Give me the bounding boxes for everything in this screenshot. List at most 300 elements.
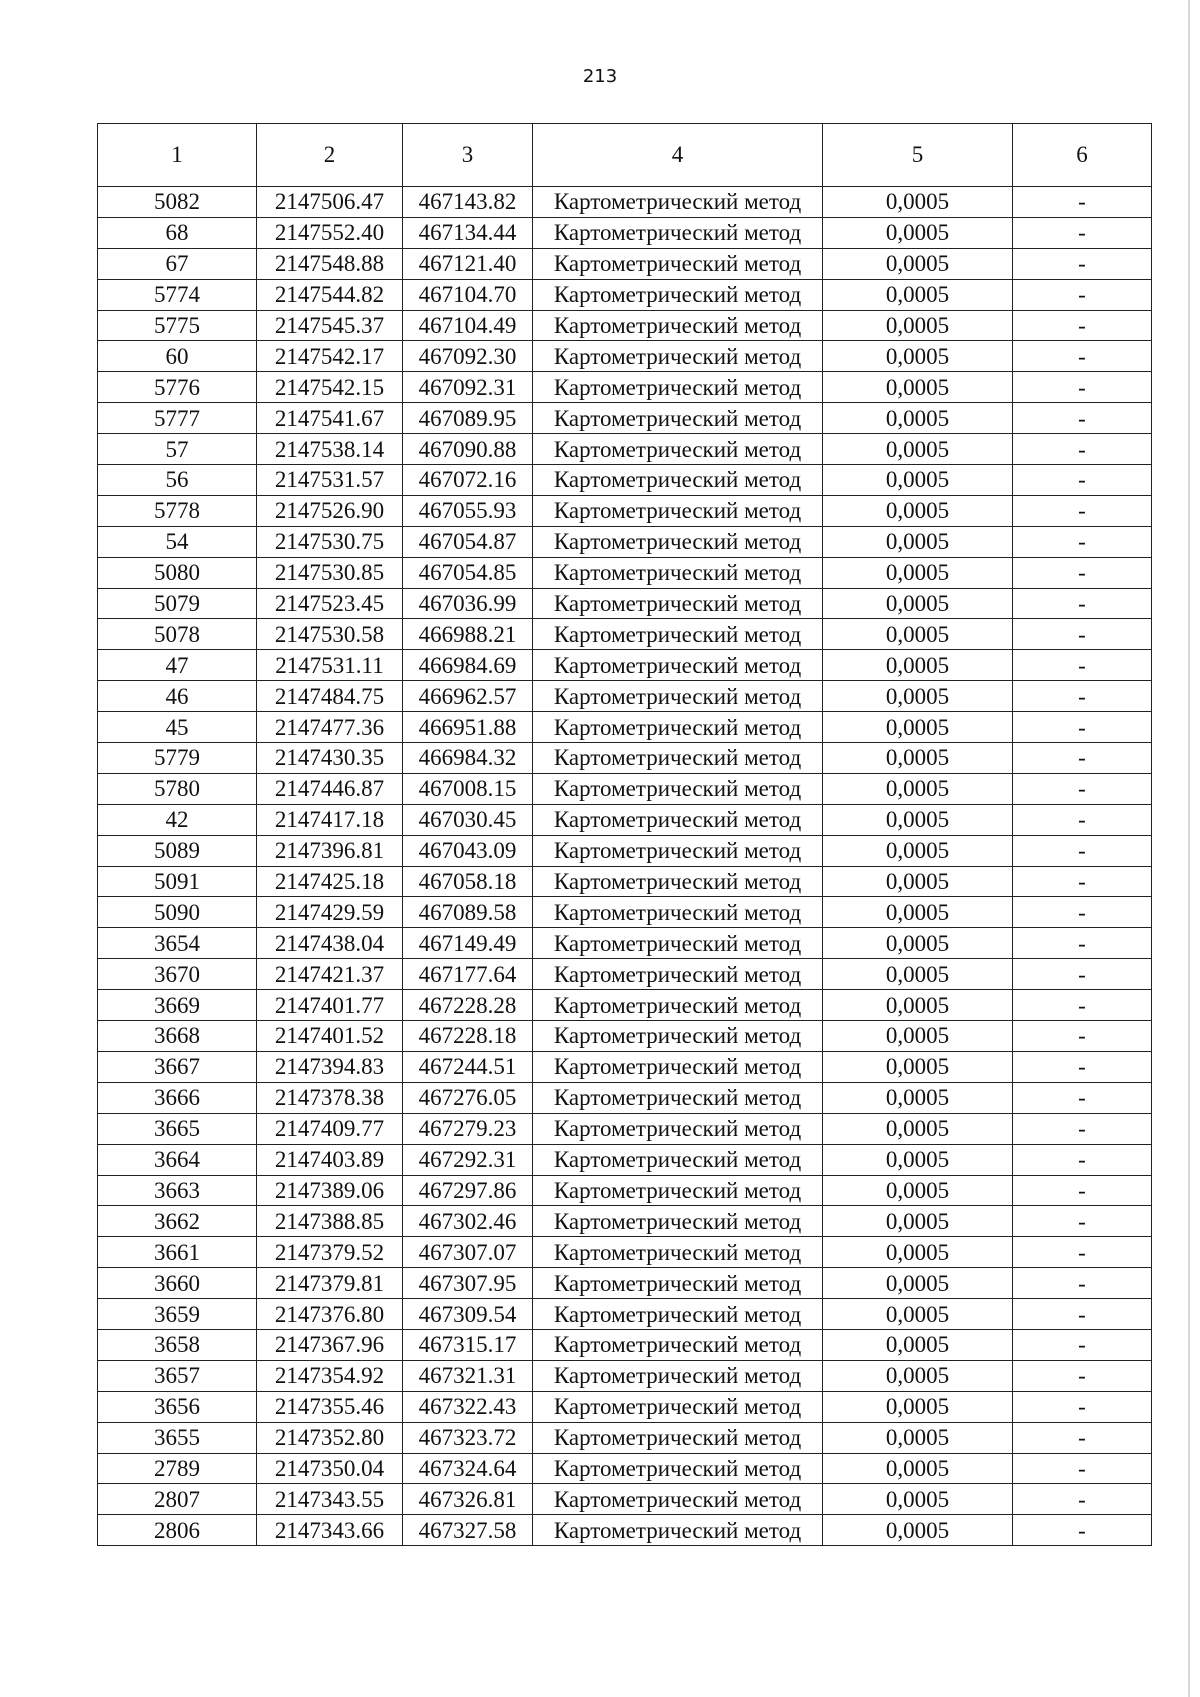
coordinate-x-cell: 2147350.04 — [257, 1453, 403, 1484]
table-row — [98, 1144, 1152, 1175]
note-cell: - — [1013, 1391, 1152, 1422]
coordinate-x-cell: 2147542.15 — [257, 372, 403, 403]
coordinate-x-cell: 2147530.58 — [257, 619, 403, 650]
note-cell: - — [1013, 1484, 1152, 1515]
point-number-cell: 5091 — [98, 866, 257, 897]
note-cell: - — [1013, 310, 1152, 341]
point-number-cell: 5090 — [98, 897, 257, 928]
point-number-cell: 2806 — [98, 1515, 257, 1546]
accuracy-cell: 0,0005 — [823, 557, 1013, 588]
coordinate-x-cell: 2147343.66 — [257, 1515, 403, 1546]
note-cell: - — [1013, 650, 1152, 681]
table-row — [98, 1484, 1152, 1515]
coordinate-x-cell: 2147403.89 — [257, 1144, 403, 1175]
table-row — [98, 897, 1152, 928]
note-cell: - — [1013, 1515, 1152, 1546]
coordinate-y-cell: 467292.31 — [403, 1144, 533, 1175]
coordinate-y-cell: 467307.95 — [403, 1268, 533, 1299]
table-row — [98, 928, 1152, 959]
coordinate-x-cell: 2147541.67 — [257, 403, 403, 434]
table-row — [98, 773, 1152, 804]
coordinate-x-cell: 2147530.75 — [257, 526, 403, 557]
note-cell: - — [1013, 681, 1152, 712]
point-number-cell: 3666 — [98, 1082, 257, 1113]
point-number-cell: 42 — [98, 804, 257, 835]
coordinate-x-cell: 2147548.88 — [257, 248, 403, 279]
coordinate-y-cell: 466988.21 — [403, 619, 533, 650]
coordinate-x-cell: 2147355.46 — [257, 1391, 403, 1422]
coordinate-y-cell: 467149.49 — [403, 928, 533, 959]
coordinate-y-cell: 467307.07 — [403, 1237, 533, 1268]
note-cell: - — [1013, 835, 1152, 866]
note-cell: - — [1013, 897, 1152, 928]
accuracy-cell: 0,0005 — [823, 928, 1013, 959]
column-header-6: 6 — [1013, 124, 1152, 187]
method-cell: Картометрический метод — [533, 1051, 823, 1082]
coordinate-y-cell: 467228.18 — [403, 1021, 533, 1052]
coordinate-y-cell: 467297.86 — [403, 1175, 533, 1206]
method-cell: Картометрический метод — [533, 866, 823, 897]
method-cell: Картометрический метод — [533, 1299, 823, 1330]
method-cell: Картометрический метод — [533, 1113, 823, 1144]
coordinate-x-cell: 2147552.40 — [257, 217, 403, 248]
point-number-cell: 3655 — [98, 1422, 257, 1453]
method-cell: Картометрический метод — [533, 1360, 823, 1391]
note-cell: - — [1013, 341, 1152, 372]
method-cell: Картометрический метод — [533, 310, 823, 341]
table-row — [98, 341, 1152, 372]
column-header-3: 3 — [403, 124, 533, 187]
accuracy-cell: 0,0005 — [823, 897, 1013, 928]
accuracy-cell: 0,0005 — [823, 1082, 1013, 1113]
note-cell: - — [1013, 403, 1152, 434]
method-cell: Картометрический метод — [533, 743, 823, 774]
coordinate-x-cell: 2147506.47 — [257, 187, 403, 218]
note-cell: - — [1013, 1206, 1152, 1237]
table-row — [98, 465, 1152, 496]
table-row — [98, 1515, 1152, 1546]
note-cell: - — [1013, 1113, 1152, 1144]
note-cell: - — [1013, 1237, 1152, 1268]
accuracy-cell: 0,0005 — [823, 1237, 1013, 1268]
coordinate-y-cell: 467043.09 — [403, 835, 533, 866]
accuracy-cell: 0,0005 — [823, 743, 1013, 774]
accuracy-cell: 0,0005 — [823, 1484, 1013, 1515]
point-number-cell: 3659 — [98, 1299, 257, 1330]
note-cell: - — [1013, 434, 1152, 465]
method-cell: Картометрический метод — [533, 248, 823, 279]
coordinate-x-cell: 2147389.06 — [257, 1175, 403, 1206]
point-number-cell: 3658 — [98, 1329, 257, 1360]
note-cell: - — [1013, 743, 1152, 774]
point-number-cell: 3669 — [98, 990, 257, 1021]
point-number-cell: 5082 — [98, 187, 257, 218]
accuracy-cell: 0,0005 — [823, 1391, 1013, 1422]
method-cell: Картометрический метод — [533, 465, 823, 496]
point-number-cell: 57 — [98, 434, 257, 465]
point-number-cell: 54 — [98, 526, 257, 557]
coordinate-y-cell: 467089.95 — [403, 403, 533, 434]
coordinate-y-cell: 467054.85 — [403, 557, 533, 588]
note-cell: - — [1013, 495, 1152, 526]
method-cell: Картометрический метод — [533, 773, 823, 804]
method-cell: Картометрический метод — [533, 372, 823, 403]
coordinate-y-cell: 467104.49 — [403, 310, 533, 341]
accuracy-cell: 0,0005 — [823, 712, 1013, 743]
point-number-cell: 5089 — [98, 835, 257, 866]
table-row — [98, 1113, 1152, 1144]
note-cell: - — [1013, 804, 1152, 835]
point-number-cell: 3668 — [98, 1021, 257, 1052]
coordinate-x-cell: 2147409.77 — [257, 1113, 403, 1144]
table-row — [98, 650, 1152, 681]
column-header-4: 4 — [533, 124, 823, 187]
table-row — [98, 1237, 1152, 1268]
header-row — [98, 124, 1152, 187]
point-number-cell: 5774 — [98, 279, 257, 310]
point-number-cell: 5078 — [98, 619, 257, 650]
method-cell: Картометрический метод — [533, 341, 823, 372]
table-row — [98, 743, 1152, 774]
coordinate-x-cell: 2147354.92 — [257, 1360, 403, 1391]
table-row — [98, 959, 1152, 990]
coordinate-y-cell: 466984.32 — [403, 743, 533, 774]
coordinate-x-cell: 2147367.96 — [257, 1329, 403, 1360]
coordinate-x-cell: 2147425.18 — [257, 866, 403, 897]
accuracy-cell: 0,0005 — [823, 835, 1013, 866]
note-cell: - — [1013, 1021, 1152, 1052]
table-body — [98, 187, 1152, 1546]
coordinate-x-cell: 2147379.52 — [257, 1237, 403, 1268]
point-number-cell: 3657 — [98, 1360, 257, 1391]
accuracy-cell: 0,0005 — [823, 1206, 1013, 1237]
coordinate-x-cell: 2147523.45 — [257, 588, 403, 619]
method-cell: Картометрический метод — [533, 279, 823, 310]
point-number-cell: 5080 — [98, 557, 257, 588]
accuracy-cell: 0,0005 — [823, 773, 1013, 804]
coordinate-x-cell: 2147379.81 — [257, 1268, 403, 1299]
method-cell: Картометрический метод — [533, 217, 823, 248]
point-number-cell: 60 — [98, 341, 257, 372]
table-row — [98, 1021, 1152, 1052]
method-cell: Картометрический метод — [533, 588, 823, 619]
accuracy-cell: 0,0005 — [823, 619, 1013, 650]
point-number-cell: 68 — [98, 217, 257, 248]
table-row — [98, 557, 1152, 588]
table-row — [98, 495, 1152, 526]
method-cell: Картометрический метод — [533, 1515, 823, 1546]
method-cell: Картометрический метод — [533, 1237, 823, 1268]
table-row — [98, 712, 1152, 743]
point-number-cell: 3670 — [98, 959, 257, 990]
accuracy-cell: 0,0005 — [823, 1051, 1013, 1082]
accuracy-cell: 0,0005 — [823, 1268, 1013, 1299]
method-cell: Картометрический метод — [533, 1144, 823, 1175]
note-cell: - — [1013, 372, 1152, 403]
accuracy-cell: 0,0005 — [823, 1299, 1013, 1330]
point-number-cell: 3654 — [98, 928, 257, 959]
method-cell: Картометрический метод — [533, 1082, 823, 1113]
table-row — [98, 1422, 1152, 1453]
accuracy-cell: 0,0005 — [823, 804, 1013, 835]
method-cell: Картометрический метод — [533, 990, 823, 1021]
method-cell: Картометрический метод — [533, 1453, 823, 1484]
coordinate-y-cell: 467104.70 — [403, 279, 533, 310]
point-number-cell: 3662 — [98, 1206, 257, 1237]
coordinate-x-cell: 2147542.17 — [257, 341, 403, 372]
coordinate-x-cell: 2147477.36 — [257, 712, 403, 743]
coordinate-y-cell: 467008.15 — [403, 773, 533, 804]
accuracy-cell: 0,0005 — [823, 217, 1013, 248]
coordinate-y-cell: 467177.64 — [403, 959, 533, 990]
accuracy-cell: 0,0005 — [823, 403, 1013, 434]
method-cell: Картометрический метод — [533, 1391, 823, 1422]
method-cell: Картометрический метод — [533, 1268, 823, 1299]
coordinate-x-cell: 2147401.52 — [257, 1021, 403, 1052]
accuracy-cell: 0,0005 — [823, 341, 1013, 372]
table-row — [98, 1206, 1152, 1237]
table-row — [98, 248, 1152, 279]
page-number: 213 — [582, 66, 618, 87]
table-row — [98, 1082, 1152, 1113]
table-row — [98, 1391, 1152, 1422]
coordinate-y-cell: 467326.81 — [403, 1484, 533, 1515]
note-cell: - — [1013, 1144, 1152, 1175]
table-row — [98, 526, 1152, 557]
method-cell: Картометрический метод — [533, 650, 823, 681]
coordinate-x-cell: 2147430.35 — [257, 743, 403, 774]
coordinate-y-cell: 467036.99 — [403, 588, 533, 619]
method-cell: Картометрический метод — [533, 187, 823, 218]
method-cell: Картометрический метод — [533, 434, 823, 465]
point-number-cell: 56 — [98, 465, 257, 496]
point-number-cell: 5780 — [98, 773, 257, 804]
method-cell: Картометрический метод — [533, 1206, 823, 1237]
table-row — [98, 279, 1152, 310]
point-number-cell: 67 — [98, 248, 257, 279]
table-row — [98, 310, 1152, 341]
note-cell: - — [1013, 1329, 1152, 1360]
coordinate-x-cell: 2147545.37 — [257, 310, 403, 341]
coordinate-y-cell: 467315.17 — [403, 1329, 533, 1360]
accuracy-cell: 0,0005 — [823, 1453, 1013, 1484]
accuracy-cell: 0,0005 — [823, 1422, 1013, 1453]
table-row — [98, 588, 1152, 619]
accuracy-cell: 0,0005 — [823, 465, 1013, 496]
coordinate-x-cell: 2147388.85 — [257, 1206, 403, 1237]
scan-edge-line — [1188, 0, 1190, 1697]
note-cell: - — [1013, 526, 1152, 557]
accuracy-cell: 0,0005 — [823, 1515, 1013, 1546]
table-row — [98, 434, 1152, 465]
note-cell: - — [1013, 1082, 1152, 1113]
coordinate-x-cell: 2147530.85 — [257, 557, 403, 588]
coordinate-y-cell: 467302.46 — [403, 1206, 533, 1237]
method-cell: Картометрический метод — [533, 403, 823, 434]
coordinate-y-cell: 466984.69 — [403, 650, 533, 681]
coordinate-x-cell: 2147394.83 — [257, 1051, 403, 1082]
coordinate-x-cell: 2147417.18 — [257, 804, 403, 835]
note-cell: - — [1013, 465, 1152, 496]
note-cell: - — [1013, 1299, 1152, 1330]
accuracy-cell: 0,0005 — [823, 650, 1013, 681]
accuracy-cell: 0,0005 — [823, 279, 1013, 310]
accuracy-cell: 0,0005 — [823, 495, 1013, 526]
coordinate-x-cell: 2147544.82 — [257, 279, 403, 310]
point-number-cell: 3656 — [98, 1391, 257, 1422]
accuracy-cell: 0,0005 — [823, 526, 1013, 557]
coordinate-x-cell: 2147378.38 — [257, 1082, 403, 1113]
point-number-cell: 5778 — [98, 495, 257, 526]
note-cell: - — [1013, 279, 1152, 310]
coordinate-y-cell: 467089.58 — [403, 897, 533, 928]
accuracy-cell: 0,0005 — [823, 310, 1013, 341]
point-number-cell: 47 — [98, 650, 257, 681]
method-cell: Картометрический метод — [533, 495, 823, 526]
point-number-cell: 3665 — [98, 1113, 257, 1144]
coordinate-y-cell: 467279.23 — [403, 1113, 533, 1144]
table-row — [98, 1299, 1152, 1330]
coordinate-x-cell: 2147526.90 — [257, 495, 403, 526]
column-header-2: 2 — [257, 124, 403, 187]
note-cell: - — [1013, 187, 1152, 218]
method-cell: Картометрический метод — [533, 557, 823, 588]
table-row — [98, 1360, 1152, 1391]
coordinate-y-cell: 467055.93 — [403, 495, 533, 526]
coordinate-y-cell: 467072.16 — [403, 465, 533, 496]
coordinate-y-cell: 467054.87 — [403, 526, 533, 557]
table-row — [98, 217, 1152, 248]
table-row — [98, 1329, 1152, 1360]
note-cell: - — [1013, 712, 1152, 743]
table-row — [98, 866, 1152, 897]
coordinate-x-cell: 2147484.75 — [257, 681, 403, 712]
method-cell: Картометрический метод — [533, 712, 823, 743]
coordinate-x-cell: 2147538.14 — [257, 434, 403, 465]
method-cell: Картометрический метод — [533, 1422, 823, 1453]
note-cell: - — [1013, 866, 1152, 897]
method-cell: Картометрический метод — [533, 928, 823, 959]
note-cell: - — [1013, 1360, 1152, 1391]
table-row — [98, 187, 1152, 218]
method-cell: Картометрический метод — [533, 835, 823, 866]
method-cell: Картометрический метод — [533, 526, 823, 557]
coordinate-y-cell: 467327.58 — [403, 1515, 533, 1546]
method-cell: Картометрический метод — [533, 681, 823, 712]
coordinate-y-cell: 467321.31 — [403, 1360, 533, 1391]
coordinate-y-cell: 467092.30 — [403, 341, 533, 372]
coordinate-x-cell: 2147343.55 — [257, 1484, 403, 1515]
accuracy-cell: 0,0005 — [823, 990, 1013, 1021]
point-number-cell: 3667 — [98, 1051, 257, 1082]
accuracy-cell: 0,0005 — [823, 372, 1013, 403]
accuracy-cell: 0,0005 — [823, 434, 1013, 465]
table-row — [98, 804, 1152, 835]
table-row — [98, 990, 1152, 1021]
accuracy-cell: 0,0005 — [823, 959, 1013, 990]
coordinate-y-cell: 467244.51 — [403, 1051, 533, 1082]
method-cell: Картометрический метод — [533, 1021, 823, 1052]
coordinate-y-cell: 467276.05 — [403, 1082, 533, 1113]
point-number-cell: 3664 — [98, 1144, 257, 1175]
coordinate-y-cell: 466951.88 — [403, 712, 533, 743]
accuracy-cell: 0,0005 — [823, 1144, 1013, 1175]
point-number-cell: 5775 — [98, 310, 257, 341]
note-cell: - — [1013, 959, 1152, 990]
method-cell: Картометрический метод — [533, 804, 823, 835]
coordinate-x-cell: 2147446.87 — [257, 773, 403, 804]
coordinate-y-cell: 467143.82 — [403, 187, 533, 218]
method-cell: Картометрический метод — [533, 959, 823, 990]
note-cell: - — [1013, 619, 1152, 650]
note-cell: - — [1013, 557, 1152, 588]
coordinate-x-cell: 2147396.81 — [257, 835, 403, 866]
method-cell: Картометрический метод — [533, 1484, 823, 1515]
point-number-cell: 3663 — [98, 1175, 257, 1206]
coordinate-x-cell: 2147438.04 — [257, 928, 403, 959]
point-number-cell: 3660 — [98, 1268, 257, 1299]
column-header-5: 5 — [823, 124, 1013, 187]
note-cell: - — [1013, 1051, 1152, 1082]
point-number-cell: 46 — [98, 681, 257, 712]
coordinate-y-cell: 467134.44 — [403, 217, 533, 248]
point-number-cell: 5777 — [98, 403, 257, 434]
table-row — [98, 835, 1152, 866]
coordinate-y-cell: 467323.72 — [403, 1422, 533, 1453]
table-row — [98, 1051, 1152, 1082]
coordinate-y-cell: 467121.40 — [403, 248, 533, 279]
method-cell: Картометрический метод — [533, 897, 823, 928]
coordinate-y-cell: 467030.45 — [403, 804, 533, 835]
accuracy-cell: 0,0005 — [823, 1113, 1013, 1144]
table-row — [98, 619, 1152, 650]
point-number-cell: 2807 — [98, 1484, 257, 1515]
coordinate-y-cell: 467309.54 — [403, 1299, 533, 1330]
accuracy-cell: 0,0005 — [823, 1329, 1013, 1360]
accuracy-cell: 0,0005 — [823, 248, 1013, 279]
table-row — [98, 372, 1152, 403]
point-number-cell: 2789 — [98, 1453, 257, 1484]
table-row — [98, 1453, 1152, 1484]
note-cell: - — [1013, 248, 1152, 279]
note-cell: - — [1013, 1422, 1152, 1453]
point-number-cell: 5079 — [98, 588, 257, 619]
note-cell: - — [1013, 217, 1152, 248]
accuracy-cell: 0,0005 — [823, 588, 1013, 619]
coordinate-y-cell: 467092.31 — [403, 372, 533, 403]
coordinate-y-cell: 467058.18 — [403, 866, 533, 897]
coordinate-y-cell: 467090.88 — [403, 434, 533, 465]
method-cell: Картометрический метод — [533, 1175, 823, 1206]
column-header-1: 1 — [98, 124, 257, 187]
coordinate-x-cell: 2147429.59 — [257, 897, 403, 928]
method-cell: Картометрический метод — [533, 1329, 823, 1360]
accuracy-cell: 0,0005 — [823, 681, 1013, 712]
table-row — [98, 403, 1152, 434]
accuracy-cell: 0,0005 — [823, 1360, 1013, 1391]
coordinate-x-cell: 2147376.80 — [257, 1299, 403, 1330]
accuracy-cell: 0,0005 — [823, 1175, 1013, 1206]
coordinate-y-cell: 467324.64 — [403, 1453, 533, 1484]
point-number-cell: 3661 — [98, 1237, 257, 1268]
coordinates-table — [97, 123, 1152, 1546]
table-row — [98, 1268, 1152, 1299]
coordinate-x-cell: 2147401.77 — [257, 990, 403, 1021]
point-number-cell: 5779 — [98, 743, 257, 774]
accuracy-cell: 0,0005 — [823, 187, 1013, 218]
accuracy-cell: 0,0005 — [823, 1021, 1013, 1052]
coordinate-x-cell: 2147352.80 — [257, 1422, 403, 1453]
